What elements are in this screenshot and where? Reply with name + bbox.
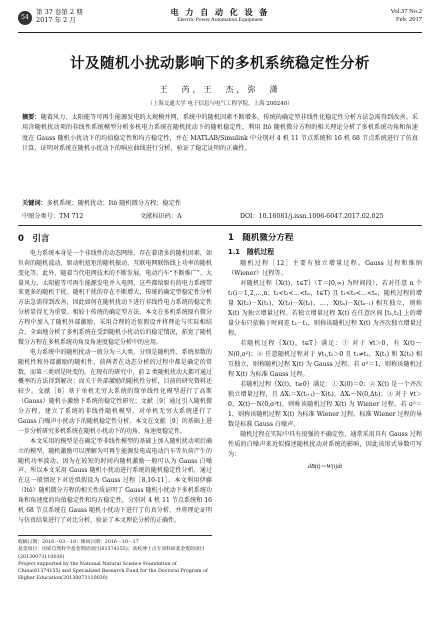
- header-right: [391, 8, 422, 24]
- abstract-text: 随着风力、太阳能等可再生能源发电的大规模并网，系统中的随机因素不断增多，传统的确定型非线性化稳定性分析方法急需得到改善。采用含随机扰动项的非线性系统模型分析多机电力系统在随机扰动下的随机稳定性，利用 Itô 随机微分方程的相关理论分析了多机系统功角和角速度在 Gauss 随机小扰动下的均值稳定性和均方稳定性，并在 MATLAB/Simulink 中分别对 4 机 11 节点系统和 16 机 68 节点系统进行了仿真计算，证明对系统在随机小扰动下的响应曲线进行分析，验证了稳定证明的正确性。: [22, 114, 418, 153]
- intro-p3-lead: 本文采用的模型是在确定型非线性模型的基础上加入随机扰动项后确立的模型，随机激励可以理解为可再生能源发电或电动汽车等负荷产生的随机功率波动，因为在较短的时间内随机激励一般可认为 Gauss 白噪声，所以本文采用 Gauss 随机小扰动进行系统的随机稳定性分析，通过在这一般情况下对近似假设为 Gauss 过程［8,10-11］。本文利用伊藤（Itô）随机微分方程的相关性质证明了 Gauss 随机小扰动下多机系统功角和角速度的均值稳定性和均方稳定性，分别对 4 机 11 节点系统和 16 机 68 节点系统在 Gauss 随机小扰动下进行了仿真分析，并将理论证明与仿真结果进行了对比分析，验证了本文理论分析的正确性。: [18, 437, 212, 524]
- right-column: [228, 233, 422, 474]
- footnote-fund: 基金项目：国家自然科学基金资助项目(61374155)；高校博士点专项科研基金资助项目(20130073110030): [18, 547, 205, 560]
- intro-paragraph-1: 电力系统本身是一个非线性的动态网络，存在着诸多的随机因素，如负荷的随机波动、原动机扭矩的随机振动、互联电网联络线上功率的随机变化等。此外，随着当代电网技术的不断发展，电动汽车“不断推广”、大量风力、太阳能等可再生能源发电并入电网，这些都给原有的电力系统带来更多的随机干扰。随机干扰的存在不断增大，传统的确定型稳定性分析方法急需得到改善，因此如何在随机扰动下进行非线性电力系统的稳定性分析显得尤为重要。相较于传统的确定型方法，本文在多机系统原有微分方程中加入了随机外部激励，采用合理的近似假设并将理论与实际相结合，全面地分析了多机系统在受到随机小扰动后的稳定情况，拓宽了随机微分方程在多机系统功角及角速度稳定分析中的应用。: [18, 249, 212, 346]
- section1-paragraph-2: 对随机过程｛X(t)，t∈T｝（T＝[0,∞) 为时间段），若对任意 n 个 t₁(i＝1,2,…,n；t₁<t₂<…<tₙ，t∈T) 且 t₁<t₂<…<tₙ，随机过程的增量 X(t₂)－X(t₁)，X(t₃)－X(t₂)，…，X(tₙ)－X(tₙ₋₁) 相互独立，则称 X(t) 为独立增量过程。若独立增量过程 X(t) 在任意区间 [t₁,t₂] 上的增量分布只依赖于时间差 t₂－t₁，则称该随机过程 X(t) 为齐次独立增量过程。: [228, 280, 422, 338]
- journal-title-cn: 电 力 自 动 化 设 备: [170, 7, 270, 17]
- section1-paragraph-3: 若随机过程｛X(t)，t∈T｝满足：① 对于 ∀t＞0，有 X(t)～N(0,σ²)；② 任意随机过程对于 ∀t₁,t₂＞0 且 t₁≠t₂，X(t₁) 和 X(t₂) 相互独立，则称随机过程 X(t) 为 Gauss 过程。若 σ²＝1，则称该随机过程 X(t) 为标准 Gauss 过程。: [228, 340, 422, 378]
- footnote: [18, 535, 212, 583]
- affiliation: （上海交通大学 电子信息与电气工程学院，上海 200240）: [147, 101, 293, 107]
- intro-paragraph-3-start: [18, 437, 212, 526]
- header-date: 2017 年 2 月: [36, 16, 76, 24]
- equation: dB(t)＝W(t)dt: [307, 464, 343, 471]
- section1-paragraph-5: 随机过程在实际中具有很强的不确定性，通常采用具有 Gauss 过程性质的白噪声来近似描述随机扰动对系统的影响，因此该形式导数可写为：: [228, 430, 422, 458]
- header-volume: 第 37 卷第 2 期: [36, 8, 83, 16]
- clc-number: 中图分类号：TM 712: [22, 213, 84, 220]
- page-number: 54: [18, 11, 32, 25]
- section-1-heading: 1 随机微分方程: [228, 233, 294, 243]
- paper-title: 计及随机小扰动影响下的多机系统稳定性分析: [70, 56, 370, 72]
- header-volume-en: Vol.37 No.2: [390, 8, 422, 15]
- header-date-en: Feb. 2017: [396, 16, 422, 23]
- document-code: 文献标识码：A: [140, 213, 182, 220]
- keywords: [22, 198, 418, 207]
- section1-paragraph-4: 若随机过程｛X(t)，t≥0｝满足：① X(0)＝0；② X(t) 是一个齐次独立增量过程，且 ΔXᵢ＝X(tᵢ₊₁)－X(tᵢ)，ΔXᵢ～N(0,Δtᵢ)；③ 对于 ∀t＞0，X(t)～N(0,σ²t)，则称该随机过程 X(t) 为 Wiener 过程。若 σ²＝1，则称该随机过程 X(t) 为标准 Wiener 过程。标准 Wiener 过程的导数是标准 Gauss 白噪声。: [228, 380, 422, 428]
- abstract-label: 摘要：: [22, 114, 41, 121]
- doi: DOI：10.16081/j.issn.1006-6047.2017.02.025: [240, 213, 384, 220]
- section1-paragraph-1: 随机过程［12］主要有独立增量过程、Gauss 过程和维纳（Wiener）过程等。: [228, 260, 422, 278]
- intro-heading: 0 引言: [18, 234, 50, 244]
- keywords-label: 关键词：: [22, 200, 47, 207]
- subsection-1-1-heading: 1.1 随机过程: [228, 248, 275, 257]
- keywords-text: 多机系统；随机扰动；Itô 随机微分方程；稳定性: [46, 200, 182, 207]
- article-meta: [22, 211, 418, 221]
- running-header: [18, 6, 422, 33]
- footnote-received: 收稿日期：2016－03－18；修回日期：2016－10－17: [18, 540, 139, 545]
- abstract: [22, 113, 418, 155]
- left-column: [18, 233, 212, 526]
- journal-title-en: Electric Power Automation Equipment: [177, 17, 263, 23]
- divider: [18, 225, 422, 226]
- intro-paragraph-2: 电力系统中的随机扰动一般分为三大类，分别是随机性、系统参数的随机性和外部激励的随机性，前两者在动态分析的过程中都是确定的常数，而第三类则是时变的。在现有的研究中，前 2 类随机扰动大都可通过概率的方法得到解决；而关于外部激励的随机性分析，目前的研究资料还较少。文献［8］基于单机无穷大系统的简单线性化模型进行了高斯（Gauss）随机小激励下系统的稳定性研究；文献［9］通过引入随机微分方程，建立了系统的非线性随机模型，对单机无穷大系统进行了 Gauss 白噪声小扰动下的随机稳定性分析。本文在文献［9］的基础上进一步分析研究多机系统在随机小扰动下的功角、角速度稳定性。: [18, 348, 212, 435]
- authors: 王 芮，王 杰，弥 潇: [159, 85, 281, 94]
- footnote-support: Project supported by the National Natural Science Foundation of China(61374155) and Specialized Research Fund for the Doctoral Program of Higher Education(20130073110030): [18, 561, 208, 582]
